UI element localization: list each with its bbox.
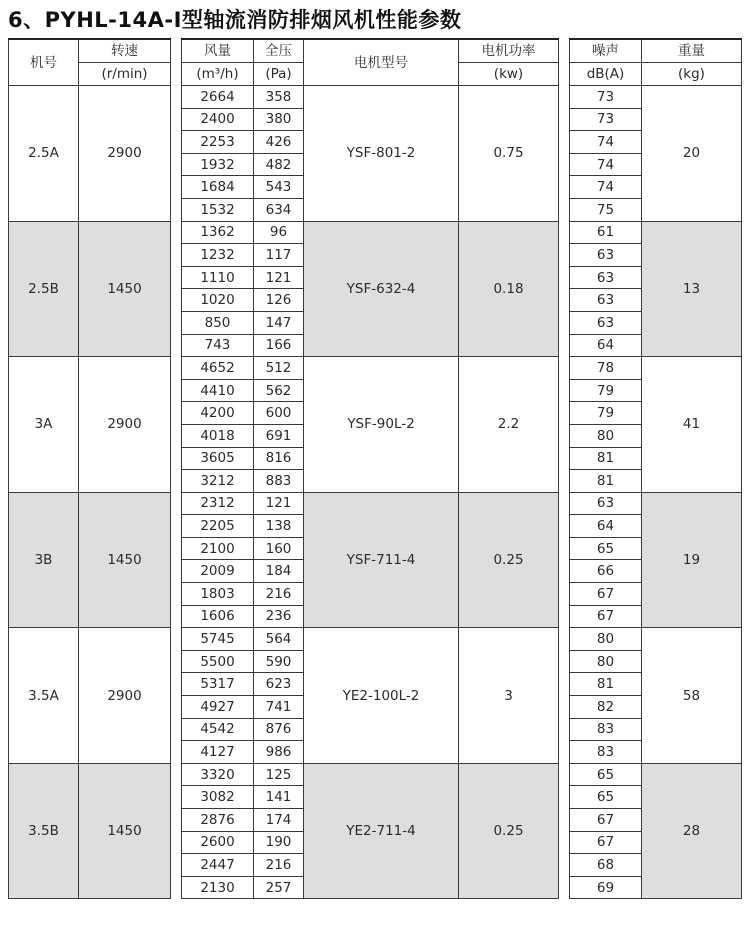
airflow-cell: 1932 [182,153,254,176]
table-row [9,221,742,244]
noise-cell: 75 [570,198,642,221]
header-power: 电机功率 [459,39,559,63]
power-cell: 3 [459,628,559,764]
header-power-unit: (kw) [459,63,559,86]
model-cell: 2.5A [9,86,79,222]
noise-cell: 74 [570,153,642,176]
motor-cell: YE2-711-4 [304,763,459,899]
airflow-cell: 2664 [182,86,254,109]
header-noise: 噪声 [570,39,642,63]
model-cell: 3B [9,492,79,628]
noise-cell: 81 [570,673,642,696]
table-row [9,357,742,380]
noise-cell: 67 [570,809,642,832]
column-gap [559,221,570,357]
pressure-cell: 482 [254,153,304,176]
model-cell: 2.5B [9,221,79,357]
airflow-cell: 1020 [182,289,254,312]
airflow-cell: 2400 [182,108,254,131]
noise-cell: 81 [570,447,642,470]
airflow-cell: 743 [182,334,254,357]
speed-cell: 1450 [79,763,171,899]
airflow-cell: 3212 [182,470,254,493]
speed-cell: 2900 [79,357,171,493]
column-gap [171,39,182,63]
column-gap [171,357,182,493]
airflow-cell: 850 [182,311,254,334]
airflow-cell: 4927 [182,696,254,719]
header-motor: 电机型号 [304,39,459,86]
motor-cell: YE2-100L-2 [304,628,459,764]
pressure-cell: 121 [254,266,304,289]
noise-cell: 63 [570,266,642,289]
pressure-cell: 816 [254,447,304,470]
noise-cell: 65 [570,537,642,560]
pressure-cell: 216 [254,854,304,877]
column-gap [559,39,570,63]
noise-cell: 68 [570,854,642,877]
pressure-cell: 543 [254,176,304,199]
column-gap [171,628,182,764]
column-gap [559,763,570,899]
pressure-cell: 876 [254,718,304,741]
pressure-cell: 512 [254,357,304,380]
table-row [9,492,742,515]
pressure-cell: 236 [254,605,304,628]
weight-cell: 13 [642,221,742,357]
power-cell: 0.75 [459,86,559,222]
airflow-cell: 2253 [182,131,254,154]
pressure-cell: 184 [254,560,304,583]
noise-cell: 63 [570,289,642,312]
noise-cell: 66 [570,560,642,583]
airflow-cell: 1532 [182,198,254,221]
speed-cell: 2900 [79,628,171,764]
noise-cell: 74 [570,131,642,154]
airflow-cell: 4542 [182,718,254,741]
table-body [9,86,742,899]
airflow-cell: 4018 [182,424,254,447]
header-pressure-unit: (Pa) [254,63,304,86]
power-cell: 2.2 [459,357,559,493]
noise-cell: 63 [570,244,642,267]
pressure-cell: 883 [254,470,304,493]
airflow-cell: 5317 [182,673,254,696]
noise-cell: 65 [570,763,642,786]
noise-cell: 82 [570,696,642,719]
noise-cell: 74 [570,176,642,199]
airflow-cell: 3082 [182,786,254,809]
model-cell: 3A [9,357,79,493]
pressure-cell: 141 [254,786,304,809]
pressure-cell: 590 [254,650,304,673]
pressure-cell: 691 [254,424,304,447]
motor-cell: YSF-801-2 [304,86,459,222]
header-weight-unit: (kg) [642,63,742,86]
noise-cell: 63 [570,311,642,334]
column-gap [559,628,570,764]
model-cell: 3.5B [9,763,79,899]
column-gap [171,492,182,628]
header-speed: 转速 [79,39,171,63]
column-gap [559,63,570,86]
airflow-cell: 2205 [182,515,254,538]
noise-cell: 73 [570,86,642,109]
noise-cell: 73 [570,108,642,131]
table-row [9,628,742,651]
weight-cell: 28 [642,763,742,899]
column-gap [559,86,570,222]
page-title: 6、PYHL-14A-I型轴流消防排烟风机性能参数 [8,8,462,32]
pressure-cell: 600 [254,402,304,425]
pressure-cell: 380 [254,108,304,131]
pressure-cell: 166 [254,334,304,357]
noise-cell: 79 [570,402,642,425]
header-weight: 重量 [642,39,742,63]
noise-cell: 79 [570,379,642,402]
noise-cell: 78 [570,357,642,380]
airflow-cell: 3605 [182,447,254,470]
column-gap [559,357,570,493]
noise-cell: 80 [570,650,642,673]
noise-cell: 67 [570,583,642,606]
weight-cell: 20 [642,86,742,222]
weight-cell: 19 [642,492,742,628]
pressure-cell: 426 [254,131,304,154]
pressure-cell: 257 [254,876,304,899]
airflow-cell: 4410 [182,379,254,402]
speed-cell: 1450 [79,221,171,357]
noise-cell: 64 [570,334,642,357]
airflow-cell: 1232 [182,244,254,267]
column-gap [171,63,182,86]
airflow-cell: 2447 [182,854,254,877]
header-airflow-unit: (m³/h) [182,63,254,86]
airflow-cell: 1362 [182,221,254,244]
pressure-cell: 121 [254,492,304,515]
column-gap [171,763,182,899]
header-pressure: 全压 [254,39,304,63]
pressure-cell: 358 [254,86,304,109]
airflow-cell: 5745 [182,628,254,651]
airflow-cell: 2100 [182,537,254,560]
airflow-cell: 3320 [182,763,254,786]
noise-cell: 69 [570,876,642,899]
airflow-cell: 1606 [182,605,254,628]
speed-cell: 1450 [79,492,171,628]
motor-cell: YSF-711-4 [304,492,459,628]
power-cell: 0.25 [459,492,559,628]
airflow-cell: 1684 [182,176,254,199]
pressure-cell: 216 [254,583,304,606]
noise-cell: 80 [570,628,642,651]
pressure-cell: 190 [254,831,304,854]
pressure-cell: 147 [254,311,304,334]
column-gap [559,492,570,628]
pressure-cell: 117 [254,244,304,267]
header-model: 机号 [9,39,79,86]
noise-cell: 65 [570,786,642,809]
header-airflow: 风量 [182,39,254,63]
airflow-cell: 2130 [182,876,254,899]
noise-cell: 67 [570,605,642,628]
weight-cell: 58 [642,628,742,764]
airflow-cell: 1110 [182,266,254,289]
header-noise-unit: dB(A) [570,63,642,86]
column-gap [171,86,182,222]
pressure-cell: 562 [254,379,304,402]
table-row [9,763,742,786]
noise-cell: 83 [570,741,642,764]
power-cell: 0.18 [459,221,559,357]
noise-cell: 81 [570,470,642,493]
noise-cell: 67 [570,831,642,854]
pressure-cell: 634 [254,198,304,221]
pressure-cell: 564 [254,628,304,651]
performance-table [8,38,742,899]
model-cell: 3.5A [9,628,79,764]
airflow-cell: 2009 [182,560,254,583]
airflow-cell: 4127 [182,741,254,764]
noise-cell: 80 [570,424,642,447]
pressure-cell: 741 [254,696,304,719]
pressure-cell: 160 [254,537,304,560]
pressure-cell: 986 [254,741,304,764]
pressure-cell: 138 [254,515,304,538]
table-row [9,86,742,109]
pressure-cell: 623 [254,673,304,696]
airflow-cell: 2876 [182,809,254,832]
pressure-cell: 96 [254,221,304,244]
airflow-cell: 4200 [182,402,254,425]
motor-cell: YSF-90L-2 [304,357,459,493]
airflow-cell: 4652 [182,357,254,380]
motor-cell: YSF-632-4 [304,221,459,357]
noise-cell: 61 [570,221,642,244]
pressure-cell: 174 [254,809,304,832]
noise-cell: 64 [570,515,642,538]
airflow-cell: 5500 [182,650,254,673]
header-speed-unit: (r/min) [79,63,171,86]
airflow-cell: 2312 [182,492,254,515]
pressure-cell: 125 [254,763,304,786]
noise-cell: 83 [570,718,642,741]
column-gap [171,221,182,357]
power-cell: 0.25 [459,763,559,899]
airflow-cell: 2600 [182,831,254,854]
noise-cell: 63 [570,492,642,515]
airflow-cell: 1803 [182,583,254,606]
weight-cell: 41 [642,357,742,493]
pressure-cell: 126 [254,289,304,312]
speed-cell: 2900 [79,86,171,222]
